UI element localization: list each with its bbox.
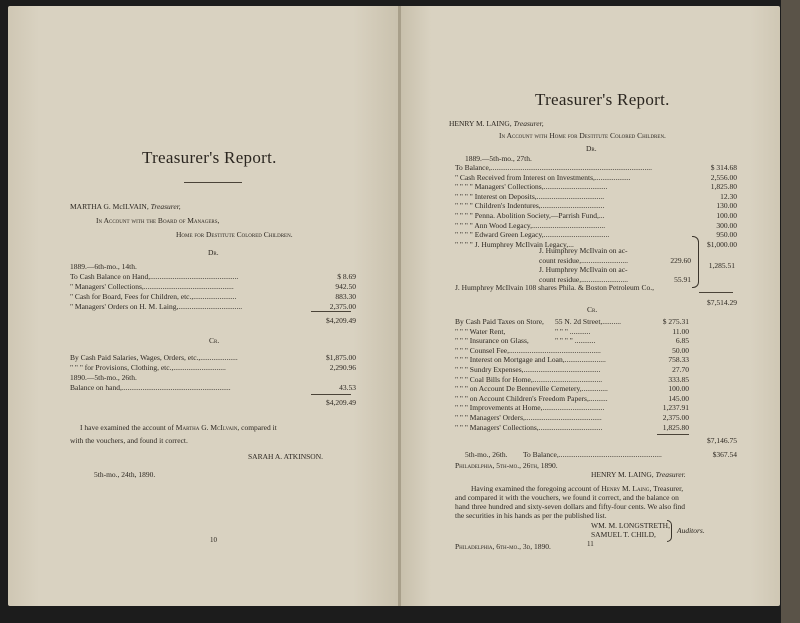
right-page <box>401 6 780 606</box>
entry-detail: " " " " ........... <box>555 336 596 346</box>
auditors-statement-start: Having examined the foregoing account of <box>471 484 600 493</box>
entry-label: " " " " Interest on Deposits,.................................... <box>455 191 605 201</box>
auditor-signature: SARAH A. ATKINSON. <box>248 452 324 461</box>
entry-amount: 27.70 <box>672 365 689 374</box>
audit-date-right: Philadelphia, 6th-mo., 3d, 1890. <box>455 542 551 551</box>
entry-label: count residue,......................... <box>539 274 628 284</box>
treasurer-role: Treasurer, <box>150 202 181 211</box>
nested-total: 1,285.51 <box>708 261 735 270</box>
balance-date: 5th-mo., 26th. <box>465 450 508 459</box>
debit-rule <box>311 311 351 312</box>
right-page-title: Treasurer's Report. <box>535 90 670 109</box>
entry-amount: $ 275.31 <box>662 317 689 326</box>
audit-statement-start: I have examined the account of <box>80 423 174 432</box>
entry-label: " " " " Children's Indentures,.................................. <box>455 201 605 211</box>
debit-heading: Dr. <box>208 248 219 257</box>
audit-statement-name: Martha G. McIlvain, <box>175 423 240 432</box>
entry-label: " Managers' Orders on H. M. Laing,.................................. <box>70 302 243 311</box>
entry-amount: 130.00 <box>716 201 737 211</box>
auditors-statement-line-1 <box>471 484 683 493</box>
entry-amount: 12.30 <box>720 191 737 201</box>
entry-amount: 11.00 <box>672 326 689 336</box>
entry-amount: 1,237.91 <box>662 403 689 413</box>
entry-amount: 333.85 <box>668 374 689 384</box>
credit-rule <box>311 394 351 395</box>
entry-label: To Balance,...................................................................................... <box>455 163 652 172</box>
balance-amount: $367.54 <box>712 450 737 459</box>
credit-heading: Cr. <box>209 336 220 345</box>
audit-statement-line-1 <box>80 423 277 432</box>
entry-label: " " " on Account Children's Freedom Papers,.......... <box>455 393 608 403</box>
signed-by <box>591 470 686 479</box>
scan-edge-strip <box>781 0 800 623</box>
entry-amount: $1,000.00 <box>707 239 737 249</box>
account-line-right: In Account with Home for Destitute Colored Children. <box>499 131 666 140</box>
account-line-2: Home for Destitute Colored Children. <box>176 230 293 239</box>
entry-label: " " " " Edward Green Legacy,................................... <box>455 230 610 240</box>
entry-amount: 883.30 <box>335 292 356 301</box>
entry-amount: 2,290.96 <box>329 363 356 372</box>
entry-label: " " " " J. Humphrey McIlvain Legacy,... <box>455 239 574 249</box>
entry-amount: 942.50 <box>335 282 356 291</box>
auditor-2: SAMUEL T. CHILD, <box>591 530 656 539</box>
credit-rule-right <box>657 434 689 435</box>
entry-amount: 6.85 <box>675 336 689 346</box>
entry-amount: $ 314.68 <box>710 163 737 172</box>
shares-line: J. Humphrey McIlvain 108 shares Phila. & Boston Petroleum Co., <box>455 283 654 292</box>
auditors-statement-name: Henry M. Laing, <box>601 484 652 493</box>
entry-amount: 1,825.80 <box>710 182 737 192</box>
entry-label: To Cash Balance on Hand,............................................... <box>70 272 239 281</box>
entry-label: " " " Managers' Orders,......................................... <box>455 413 602 422</box>
entry-label: J. Humphrey McIlvain on ac- <box>539 246 628 255</box>
audit-date: 5th-mo., 24th, 1890. <box>94 470 156 479</box>
credit-total: $4,209.49 <box>326 398 356 407</box>
auditors-statement-line-4: the securities in his hands as per the published list. <box>455 511 607 520</box>
treasurer-name: MARTHA G. McILVAIN, <box>70 202 149 211</box>
auditors-statement-line-3: hand three hundred and sixty-seven dollars and fifty-four cents. We also find <box>455 502 686 511</box>
entry-amount: 55.91 <box>674 274 691 284</box>
debit-heading-right: Dr. <box>586 144 597 153</box>
entry-amount: 145.00 <box>668 393 689 403</box>
auditors-statement-line-2: and compared it with the vouchers, we found it correct, and the balance on <box>455 493 679 502</box>
page-number-left: 10 <box>210 536 217 544</box>
debit-date-right: 1889.—5th-mo., 27th. <box>465 154 532 163</box>
entry-label: count residue,......................... <box>539 255 628 265</box>
left-page <box>8 6 400 606</box>
entry-label: " " " Water Rent, <box>455 326 506 336</box>
treasurer-role-right: Treasurer, <box>513 119 544 128</box>
entry-label: " " " Insurance on Glass, <box>455 336 529 346</box>
auditors-label: Auditors. <box>677 526 705 535</box>
entry-label: " " " on Account De Benneville Cemetery,.............. <box>455 384 608 394</box>
signed-place: Philadelphia, 5th-mo., 26th, 1890. <box>455 461 558 470</box>
entry-label: 1890.—5th-mo., 26th. <box>70 373 137 382</box>
debit-total-right: $7,514.29 <box>707 298 737 307</box>
signed-name: HENRY M. LAING, <box>591 470 654 479</box>
entry-label: " " " Coal Bills for Home,..................................... <box>455 374 603 384</box>
treasurer-name-right: HENRY M. LAING, <box>449 119 512 128</box>
entry-label: " Cash for Board, Fees for Children, etc.,....................... <box>70 292 237 301</box>
page-number-right: 11 <box>587 540 594 548</box>
nested-brace <box>692 236 699 288</box>
credit-heading-right: Cr. <box>587 305 598 314</box>
entry-label: " Cash Received from Interest on Investments,................... <box>455 172 631 182</box>
entry-label: " " " Interest on Mortgage and Loan,...................... <box>455 355 606 365</box>
entry-amount: 50.00 <box>672 345 689 355</box>
entry-label: Balance on hand,.......................................................... <box>70 383 231 392</box>
entry-amount: 2,556.00 <box>710 172 737 182</box>
treasurer-heading-right <box>449 119 544 128</box>
left-page-title: Treasurer's Report. <box>142 148 277 167</box>
entry-amount: 758.33 <box>668 355 689 365</box>
title-divider <box>184 182 242 183</box>
debit-total: $4,209.49 <box>326 316 356 325</box>
entry-detail: 55 N. 2d Street,.......... <box>555 317 622 326</box>
entry-amount: 229.60 <box>670 255 691 265</box>
entry-amount: 2,375.00 <box>329 302 356 311</box>
entry-amount: 100.00 <box>716 211 737 220</box>
debit-rule-right <box>699 292 733 293</box>
treasurer-heading <box>70 202 181 211</box>
entry-label: " " " " Penna. Abolition Society,—Parrish Fund,... <box>455 211 605 220</box>
signed-role: Treasurer. <box>655 470 686 479</box>
entry-amount: 1,825.80 <box>662 422 689 432</box>
entry-amount: 43.53 <box>339 383 356 392</box>
auditor-1: WM. M. LONGSTRETH, <box>591 521 670 530</box>
auditors-brace <box>667 520 672 542</box>
entry-label: " " " Sundry Expenses,......................................... <box>455 365 601 374</box>
entry-label: J. Humphrey McIlvain on ac- <box>539 265 628 274</box>
entry-label: " " " for Provisions, Clothing, etc.,............................ <box>70 363 226 372</box>
auditors-statement-end: Treasurer, <box>653 484 684 493</box>
account-line-1: In Account with the Board of Managers, <box>96 216 220 225</box>
balance-label: To Balance,....................................................... <box>523 450 662 459</box>
entry-label: " " " " Ann Wood Legacy,....................................... <box>455 220 606 230</box>
entry-label: " Managers' Collections,................................................ <box>70 282 234 291</box>
entry-amount: 950.00 <box>716 230 737 240</box>
entry-label: " " " Counsel Fee,................................................. <box>455 345 601 355</box>
entry-amount: 300.00 <box>716 220 737 230</box>
entry-amount: 100.00 <box>668 384 689 394</box>
entry-label: 1889.—6th-mo., 14th. <box>70 262 137 271</box>
audit-statement-end: compared it <box>241 423 277 432</box>
entry-label: By Cash Paid Salaries, Wages, Orders, etc.,.................... <box>70 353 238 362</box>
credit-subtotal: $7,146.75 <box>707 436 737 445</box>
entry-amount: 2,375.00 <box>662 413 689 422</box>
entry-detail: " " " ........... <box>555 326 591 336</box>
entry-label: " " " " Managers' Collections,.................................. <box>455 182 608 192</box>
entry-label: " " " Managers' Collections,.................................. <box>455 422 603 432</box>
audit-statement-line-2: with the vouchers, and found it correct. <box>70 436 188 445</box>
entry-label: By Cash Paid Taxes on Store, <box>455 317 544 326</box>
entry-amount: $1,875.00 <box>326 353 356 362</box>
entry-amount: $ 8.69 <box>337 272 356 281</box>
entry-label: " " " Improvements at Home,................................. <box>455 403 605 413</box>
